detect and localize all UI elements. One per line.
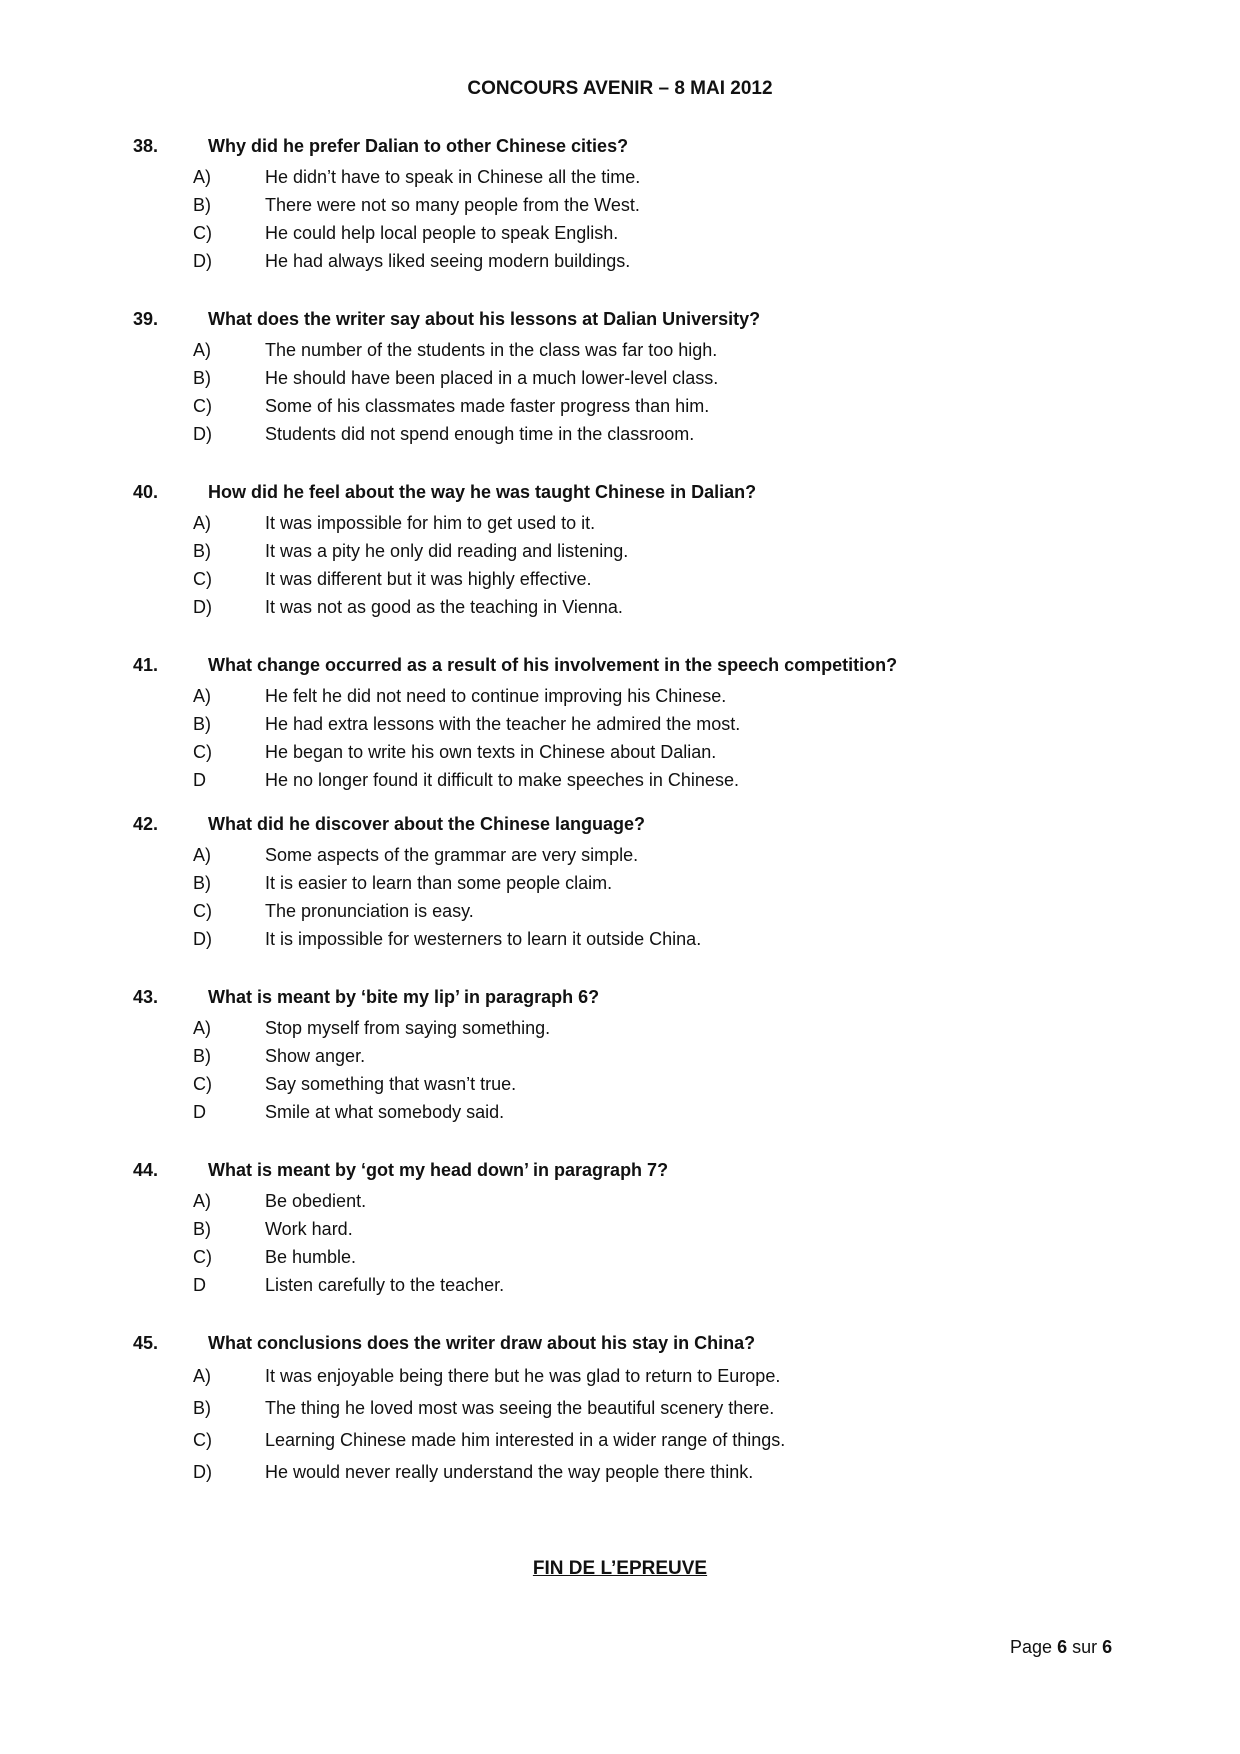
question-list	[133, 134, 1133, 1520]
option-letter: D)	[193, 597, 212, 617]
option-text: He would never really understand the way people there think.	[265, 1462, 754, 1482]
answer-option	[133, 766, 1133, 794]
option-text: Be obedient.	[265, 1191, 367, 1211]
answer-option	[133, 1392, 1133, 1424]
answer-option	[133, 1271, 1133, 1299]
option-letter: C)	[193, 396, 212, 416]
option-text: Some aspects of the grammar are very simple.	[265, 845, 639, 865]
question	[133, 1331, 1133, 1488]
option-letter: D)	[193, 424, 212, 444]
question-text: What is meant by ‘bite my lip’ in paragraph 6?	[208, 987, 600, 1007]
question-text: What change occurred as a result of his involvement in the speech competition?	[208, 655, 898, 675]
answer-option	[133, 738, 1133, 766]
option-letter: C)	[193, 901, 212, 921]
question-heading	[133, 1331, 1133, 1355]
option-letter: D)	[193, 1462, 212, 1482]
total-pages: 6	[1102, 1637, 1113, 1657]
option-letter: B)	[193, 1219, 211, 1239]
question-number: 44.	[133, 1160, 159, 1180]
answer-option	[133, 897, 1133, 925]
end-of-exam-label: FIN DE L’EPREUVE	[532, 1558, 708, 1579]
answer-option	[133, 191, 1133, 219]
option-letter: C)	[193, 1430, 212, 1450]
page-label: Page	[1010, 1637, 1053, 1657]
question-number: 45.	[133, 1333, 159, 1353]
question-number: 39.	[133, 309, 159, 329]
option-letter: B)	[193, 195, 211, 215]
answer-option	[133, 682, 1133, 710]
option-text: Smile at what somebody said.	[265, 1102, 505, 1122]
answer-option	[133, 869, 1133, 897]
option-letter: A)	[193, 1018, 211, 1038]
option-text: Say something that wasn’t true.	[265, 1074, 517, 1094]
option-text: It is easier to learn than some people claim.	[265, 873, 613, 893]
question-number: 42.	[133, 814, 159, 834]
answer-option	[133, 392, 1133, 420]
option-letter: A)	[193, 340, 211, 360]
option-text: It was not as good as the teaching in Vienna.	[265, 597, 623, 617]
option-letter: A)	[193, 686, 211, 706]
answer-option	[133, 710, 1133, 738]
answer-option	[133, 1424, 1133, 1456]
question	[133, 985, 1133, 1126]
option-letter: C)	[193, 1247, 212, 1267]
option-text: He had always liked seeing modern buildings.	[265, 251, 631, 271]
option-text: The thing he loved most was seeing the beautiful scenery there.	[265, 1398, 775, 1418]
question-text: What is meant by ‘got my head down’ in paragraph 7?	[208, 1160, 669, 1180]
question-number: 38.	[133, 136, 159, 156]
question-heading	[133, 1158, 1133, 1182]
question	[133, 307, 1133, 448]
answer-option	[133, 163, 1133, 191]
option-letter: B)	[193, 1046, 211, 1066]
option-text: The number of the students in the class was far too high.	[265, 340, 718, 360]
option-text: He began to write his own texts in Chinese about Dalian.	[265, 742, 717, 762]
option-letter: A)	[193, 1366, 211, 1386]
option-text: Learning Chinese made him interested in a wider range of things.	[265, 1430, 786, 1450]
option-text: It was enjoyable being there but he was glad to return to Europe.	[265, 1366, 781, 1386]
option-text: Show anger.	[265, 1046, 366, 1066]
answer-option	[133, 565, 1133, 593]
option-text: It was impossible for him to get used to it.	[265, 513, 596, 533]
answer-option	[133, 537, 1133, 565]
answer-option	[133, 1456, 1133, 1488]
answer-option	[133, 1187, 1133, 1215]
question-number: 41.	[133, 655, 159, 675]
question-text: What did he discover about the Chinese language?	[208, 814, 646, 834]
page-footer	[1010, 1637, 1112, 1658]
question	[133, 134, 1133, 275]
answer-option	[133, 509, 1133, 537]
answer-option	[133, 1098, 1133, 1126]
option-letter: B)	[193, 368, 211, 388]
option-letter: A)	[193, 167, 211, 187]
question-heading	[133, 812, 1133, 836]
question	[133, 480, 1133, 621]
option-text: It is impossible for westerners to learn it outside China.	[265, 929, 702, 949]
option-text: It was different but it was highly effective.	[265, 569, 592, 589]
page-header: CONCOURS AVENIR – 8 MAI 2012	[467, 78, 773, 99]
option-letter: D)	[193, 929, 212, 949]
question-heading	[133, 480, 1133, 504]
option-letter: B)	[193, 1398, 211, 1418]
answer-option	[133, 1042, 1133, 1070]
option-text: Listen carefully to the teacher.	[265, 1275, 505, 1295]
option-text: Stop myself from saying something.	[265, 1018, 551, 1038]
question-number: 40.	[133, 482, 159, 502]
option-text: He no longer found it difficult to make speeches in Chinese.	[265, 770, 739, 790]
option-letter: A)	[193, 845, 211, 865]
option-letter: B)	[193, 714, 211, 734]
answer-option	[133, 841, 1133, 869]
option-letter: D)	[193, 251, 212, 271]
option-text: There were not so many people from the West.	[265, 195, 640, 215]
option-text: He had extra lessons with the teacher he admired the most.	[265, 714, 741, 734]
option-text: He didn’t have to speak in Chinese all the time.	[265, 167, 641, 187]
answer-option	[133, 1014, 1133, 1042]
option-letter: C)	[193, 742, 212, 762]
option-letter: A)	[193, 513, 211, 533]
option-text: The pronunciation is easy.	[265, 901, 474, 921]
option-text: Work hard.	[265, 1219, 353, 1239]
question-number: 43.	[133, 987, 159, 1007]
option-text: It was a pity he only did reading and listening.	[265, 541, 629, 561]
question-text: What does the writer say about his lessons at Dalian University?	[208, 309, 761, 329]
answer-option	[133, 593, 1133, 621]
option-letter: C)	[193, 1074, 212, 1094]
answer-option	[133, 1243, 1133, 1271]
option-letter: D	[193, 770, 206, 790]
question-heading	[133, 307, 1133, 331]
question-text: What conclusions does the writer draw about his stay in China?	[208, 1333, 756, 1353]
question-text: Why did he prefer Dalian to other Chinese cities?	[208, 136, 629, 156]
question-text: How did he feel about the way he was taught Chinese in Dalian?	[208, 482, 757, 502]
question-heading	[133, 653, 1133, 677]
option-letter: D	[193, 1275, 206, 1295]
answer-option	[133, 336, 1133, 364]
answer-option	[133, 1215, 1133, 1243]
option-letter: B)	[193, 541, 211, 561]
answer-option	[133, 1070, 1133, 1098]
question-heading	[133, 134, 1133, 158]
option-text: He could help local people to speak English.	[265, 223, 619, 243]
answer-option	[133, 364, 1133, 392]
option-text: Students did not spend enough time in the classroom.	[265, 424, 695, 444]
option-letter: C)	[193, 569, 212, 589]
option-letter: B)	[193, 873, 211, 893]
answer-option	[133, 925, 1133, 953]
question	[133, 812, 1133, 953]
page-number: 6	[1057, 1637, 1068, 1657]
option-letter: D	[193, 1102, 206, 1122]
answer-option	[133, 420, 1133, 448]
question-heading	[133, 985, 1133, 1009]
answer-option	[133, 1360, 1133, 1392]
option-text: Some of his classmates made faster progress than him.	[265, 396, 710, 416]
option-letter: C)	[193, 223, 212, 243]
answer-option	[133, 247, 1133, 275]
option-text: He felt he did not need to continue improving his Chinese.	[265, 686, 727, 706]
option-text: Be humble.	[265, 1247, 357, 1267]
question	[133, 653, 1133, 794]
option-letter: A)	[193, 1191, 211, 1211]
question	[133, 1158, 1133, 1299]
sur-label: sur	[1072, 1637, 1098, 1657]
option-text: He should have been placed in a much lower-level class.	[265, 368, 719, 388]
answer-option	[133, 219, 1133, 247]
